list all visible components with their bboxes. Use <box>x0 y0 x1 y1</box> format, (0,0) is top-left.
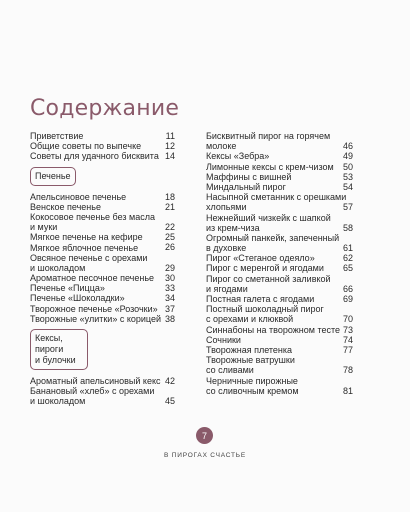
toc-entry[interactable] <box>206 131 353 151</box>
toc-entry[interactable] <box>30 192 175 202</box>
toc-entry-title: Творожная плетенка <box>206 344 293 355</box>
toc-entry[interactable] <box>30 386 175 406</box>
toc-entry-title: Пирог с меренгой и ягодами <box>206 263 324 274</box>
toc-entry-title: Лимонные кексы с крем-чизом <box>206 161 334 172</box>
toc-entry-page-number: 30 <box>164 273 175 284</box>
toc-entry-page-number: 78 <box>342 365 353 376</box>
toc-entry[interactable] <box>30 293 175 303</box>
toc-entry-page-number: 49 <box>342 151 353 162</box>
toc-entry-page-number: 29 <box>164 262 175 273</box>
toc-entry-page-number: 14 <box>164 151 175 162</box>
toc-entry-title: Нежнейший чизкейк с шапкой <box>206 212 331 223</box>
toc-entry[interactable] <box>206 294 353 304</box>
toc-entry-page-number: 69 <box>342 293 353 304</box>
toc-entry[interactable] <box>30 283 175 293</box>
toc-entry[interactable] <box>206 162 353 172</box>
toc-entry-page-number: 73 <box>342 324 353 335</box>
toc-entry-page-number: 65 <box>342 263 353 274</box>
toc-entry-page-number: 74 <box>342 334 353 345</box>
toc-entry-title: Творожные «улитки» с корицей <box>30 313 162 324</box>
toc-entry-title: в духовке <box>206 243 247 254</box>
toc-entry-title: хлопьями <box>206 202 247 213</box>
toc-entry[interactable] <box>206 263 353 273</box>
toc-entry[interactable] <box>206 233 353 253</box>
toc-entry-page-number: 81 <box>342 385 353 396</box>
section-heading-line: и булочки <box>35 355 76 365</box>
toc-entry[interactable] <box>206 355 353 375</box>
toc-entry[interactable] <box>30 131 175 141</box>
toc-entry-page-number: 54 <box>342 181 353 192</box>
toc-entry-title: Творожное печенье «Розочки» <box>30 303 158 314</box>
toc-entry-title: Пирог «Стеганое одеяло» <box>206 253 315 264</box>
toc-entry-title: Насыпной сметанник с орешками <box>206 192 347 203</box>
toc-entry-title: Сочники <box>206 334 241 345</box>
toc-entry-page-number: 62 <box>342 253 353 264</box>
toc-entry-page-number: 11 <box>165 130 175 141</box>
toc-entry-title: Венское печенье <box>30 201 101 212</box>
toc-left-column <box>30 131 175 407</box>
toc-entry-title: Овсяное печенье с орехами <box>30 252 148 263</box>
toc-entry-page-number: 22 <box>164 222 175 233</box>
toc-entry[interactable] <box>206 192 353 212</box>
toc-entry[interactable] <box>206 376 353 396</box>
toc-entry-title: и муки <box>30 222 58 233</box>
toc-entry-title: Постная галета с ягодами <box>206 294 315 304</box>
toc-entry-page-number: 12 <box>164 141 175 152</box>
toc-entry-title: Апельсиновое печенье <box>30 191 127 202</box>
toc-entry[interactable] <box>30 151 175 161</box>
toc-entry-title: Ароматный апельсиновый кекс <box>30 376 161 386</box>
toc-entry-title: и ягодами <box>206 283 248 294</box>
toc-entry[interactable] <box>206 274 353 294</box>
toc-entry[interactable] <box>30 273 175 283</box>
toc-entry[interactable] <box>30 376 175 386</box>
toc-entry-title: Ароматное песочное печенье <box>30 273 155 284</box>
toc-entry[interactable] <box>30 304 175 314</box>
toc-entry[interactable] <box>206 213 353 233</box>
toc-entry[interactable] <box>30 202 175 212</box>
toc-entry[interactable] <box>206 304 353 324</box>
toc-entry[interactable] <box>206 172 353 182</box>
toc-entry[interactable] <box>206 182 353 192</box>
toc-entry[interactable] <box>30 232 175 242</box>
toc-entry-title: и шоколадом <box>30 396 86 407</box>
page-number-badge: 7 <box>196 427 213 444</box>
toc-entry-title: Мягкое яблочное печенье <box>30 242 139 253</box>
toc-cakes-group <box>30 376 175 407</box>
toc-entry[interactable] <box>206 345 353 355</box>
toc-entry-title: Банановый «хлеб» с орехами <box>30 386 155 397</box>
toc-entry-page-number: 34 <box>164 293 175 304</box>
toc-entry-page-number: 37 <box>164 303 175 314</box>
toc-entry-page-number: 42 <box>164 375 175 386</box>
toc-entry-page-number: 18 <box>164 191 175 202</box>
toc-entry-title: Кокосовое печенье без масла <box>30 211 155 222</box>
section-heading-cakes <box>30 329 88 370</box>
section-heading-cookies: Печенье <box>30 167 76 186</box>
toc-entry-page-number: 45 <box>164 396 175 407</box>
toc-entry-title: молоке <box>206 141 237 152</box>
toc-entry-title: Миндальный пирог <box>206 181 286 192</box>
toc-entry-title: с орехами и клюквой <box>206 314 294 325</box>
toc-entry-title: Приветствие <box>30 131 84 141</box>
toc-entry-page-number: 33 <box>164 283 175 294</box>
page-title: Содержание <box>30 96 180 121</box>
toc-entry-title: Постный шоколадный пирог <box>206 304 324 315</box>
toc-entry-title: Мягкое печенье на кефире <box>30 232 143 243</box>
toc-cookies-group <box>30 192 175 324</box>
toc-entry-title: Советы для удачного бисквита <box>30 151 159 162</box>
toc-entry-title: Творожные ватрушки <box>206 355 295 366</box>
toc-entry-page-number: 66 <box>342 283 353 294</box>
toc-entry[interactable] <box>206 335 353 345</box>
toc-entry-title: из крем-чиза <box>206 222 260 233</box>
toc-entry[interactable] <box>30 141 175 151</box>
toc-entry-title: Синнабоны на творожном тесте <box>206 324 341 335</box>
toc-entry-title: со сливочным кремом <box>206 385 299 396</box>
toc-entry-title: и шоколадом <box>30 262 86 273</box>
toc-entry-page-number: 61 <box>342 243 353 254</box>
toc-entry-page-number: 58 <box>342 222 353 233</box>
toc-right-column <box>206 131 353 396</box>
toc-entry-title: Общие советы по выпечке <box>30 141 142 152</box>
toc-entry-title: Бисквитный пирог на горячем <box>206 131 331 141</box>
toc-entry-title: Огромный панкейк, запеченный <box>206 232 340 243</box>
toc-entry-page-number: 25 <box>164 232 175 243</box>
toc-entry[interactable] <box>206 151 353 161</box>
toc-entry-title: Печенье «Шоколадки» <box>30 293 125 304</box>
toc-entry-page-number: 21 <box>164 201 175 212</box>
toc-entry[interactable] <box>206 325 353 335</box>
toc-entry-title: Маффины с вишней <box>206 171 292 182</box>
toc-entry-page-number: 26 <box>164 242 175 253</box>
toc-entry-title: Печенье «Пицца» <box>30 283 105 294</box>
toc-entry-page-number: 46 <box>342 141 353 152</box>
toc-entry[interactable] <box>30 212 175 232</box>
toc-entry-page-number: 57 <box>342 202 353 213</box>
toc-entry-page-number: 70 <box>342 314 353 325</box>
toc-entry-page-number: 50 <box>342 161 353 172</box>
toc-entry-title: со сливами <box>206 365 254 376</box>
toc-cakes-continued-group <box>206 131 353 396</box>
toc-entry[interactable] <box>206 253 353 263</box>
toc-entry-page-number: 53 <box>342 171 353 182</box>
section-heading-line: Кексы, пироги <box>35 333 64 354</box>
toc-entry-title: Черничные пирожные <box>206 375 298 386</box>
toc-entry[interactable] <box>30 253 175 273</box>
toc-entry[interactable] <box>30 243 175 253</box>
toc-entry-page-number: 77 <box>342 344 353 355</box>
toc-entry[interactable] <box>30 314 175 324</box>
toc-intro-group <box>30 131 175 162</box>
toc-entry-page-number: 38 <box>164 313 175 324</box>
toc-entry-title: Пирог со сметанной заливкой <box>206 273 331 284</box>
running-footer: В ПИРОГАХ СЧАСТЬЕ <box>164 452 246 459</box>
toc-entry-title: Кексы «Зебра» <box>206 151 270 162</box>
